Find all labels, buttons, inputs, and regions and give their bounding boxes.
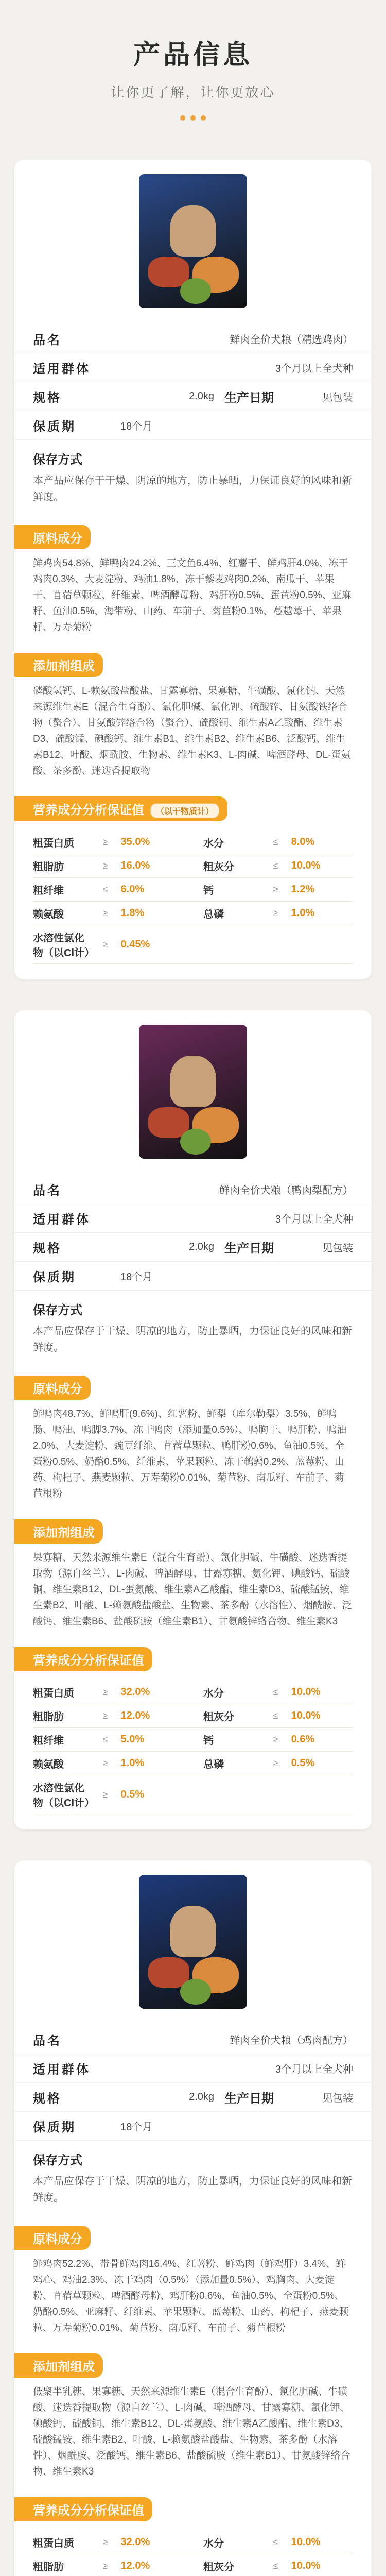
product-image-area: [14, 1010, 372, 1175]
nutrient-name: 赖氨酸: [33, 902, 90, 925]
raw-text: 鲜鸡肉52.2%、带骨鲜鸡肉16.4%、红薯粉、鲜鸡肉（鲜鸡肝）3.4%、鲜鸡心、鸡油2.3%、冻干鸡肉（0.5%）（添加量0.5%）、鸡胸肉、大麦淀粉、苜蓿草颗粒、啤酒酵母粉、鸡肝粉0.6%、鱼油0.5%、全蛋粉0.5%、奶酪0.5%、亚麻籽、纤维素、苹果颗粒、蓝莓粉、山药、枸杞子、燕麦颗粒、万寿菊粉0.01%、菊苣粉、南瓜籽、车前子、菊苣根粉: [33, 2259, 349, 2333]
product-name: 鲜肉全价犬粮（鸡肉配方）: [230, 2035, 353, 2046]
nutrient-value: 1.2%: [291, 878, 353, 902]
nutrient-name: 水溶性氯化物（以Cl计）: [33, 1775, 90, 1814]
decor-dots: [0, 115, 386, 121]
product-name: 鲜肉全价犬粮（精选鸡肉）: [230, 334, 353, 346]
nutrient-sign: ≤: [260, 1681, 291, 1704]
product-image-area: [14, 160, 372, 325]
spec-row: [14, 382, 372, 411]
date-value: 见包装: [322, 1243, 353, 1254]
nutrient-sign: ≥: [90, 1704, 120, 1728]
nutrition-title-text: 营养成分分析保证值: [33, 803, 144, 817]
raw-section: [14, 518, 372, 646]
nutrition-row: [33, 1728, 353, 1752]
additive-section: [14, 2346, 372, 2490]
nutrient-value: 10.0%: [291, 854, 353, 878]
spec-row: [14, 2083, 372, 2112]
nutrient-value: 16.0%: [121, 854, 183, 878]
food-illustration: [180, 278, 211, 304]
additive-title: 添加剂组成: [14, 1519, 103, 1544]
nutrient-sign: ≤: [260, 2531, 291, 2554]
nutrient-value: 1.8%: [121, 902, 183, 925]
nutrient-sign: ≤: [260, 2554, 291, 2576]
name-row: [14, 325, 372, 353]
nutrient-value: 12.0%: [121, 1704, 183, 1728]
nutrient-name: 粗灰分: [203, 1704, 260, 1728]
audience-value: 3个月以上全犬种: [275, 2064, 353, 2075]
nutrition-row: [33, 902, 353, 925]
name-label: 品名: [33, 2034, 62, 2048]
nutrient-sign: [260, 925, 291, 964]
nutrition-row: [33, 1704, 353, 1728]
nutrient-name: [203, 1775, 260, 1814]
save-block: [14, 2141, 372, 2218]
nutrient-sign: ≥: [260, 878, 291, 902]
nutrient-sign: ≤: [90, 878, 120, 902]
nutrient-name: 总磷: [203, 902, 260, 925]
nutrition-row: [33, 854, 353, 878]
nutrient-sign: ≤: [90, 1728, 120, 1752]
save-block: [14, 1291, 372, 1368]
page-title: 产品信息: [133, 40, 253, 70]
nutrient-name: 水溶性氯化物（以Cl计）: [33, 925, 90, 964]
nutrient-name: 粗脂肪: [33, 854, 90, 878]
nutrient-sign: ≥: [90, 2531, 120, 2554]
nutrient-sign: ≥: [260, 902, 291, 925]
product-package-image: [139, 1875, 247, 2009]
shelf-label: 保质期: [33, 420, 76, 434]
dog-illustration: [170, 205, 216, 257]
nutrient-name: 粗纤维: [33, 878, 90, 902]
nutrition-note: （以干物质计）: [150, 803, 219, 818]
nutrient-sign: ≤: [260, 831, 291, 854]
nutrition-title: [14, 796, 227, 821]
spec-value: 2.0kg: [189, 1241, 214, 1252]
nutrient-sign: ≥: [260, 1752, 291, 1775]
nutrient-name: 钙: [203, 878, 260, 902]
nutrient-value: 10.0%: [291, 2554, 353, 2576]
spec-row: [14, 1233, 372, 1262]
nutrient-value: 10.0%: [291, 1681, 353, 1704]
nutrition-row: [33, 1752, 353, 1775]
product-name: 鲜肉全价犬粮（鸭肉梨配方）: [219, 1185, 353, 1196]
product-image-area: [14, 1860, 372, 2025]
nutrient-sign: ≥: [90, 1681, 120, 1704]
nutrient-sign: ≥: [90, 1752, 120, 1775]
nutrient-name: 粗纤维: [33, 1728, 90, 1752]
hero: [0, 0, 386, 160]
nutrition-title-text: 营养成分分析保证值: [33, 1654, 144, 1668]
raw-text: 鲜鸡肉54.8%、鲜鸭肉24.2%、三文鱼6.4%、红薯干、鲜鸡肝4.0%、冻干鸡肉0.3%、大麦淀粉、鸡油1.8%、冻干藜麦鸡肉0.2%、南瓜干、苹果干、苜蓿草颗粒、纤维素、啤酒酵母粉、鸡肝粉0.5%、蛋黄粉0.5%、亚麻籽、鱼油0.5%、海带粉、山药、车前子、菊苣粉0.1%、蔓越莓干、苹果籽、万寿菊粉: [33, 558, 352, 633]
nutrient-value: [291, 1775, 353, 1814]
audience-row: [14, 1204, 372, 1233]
nutrient-value: 0.45%: [121, 925, 183, 964]
nutrient-value: 0.5%: [121, 1775, 183, 1814]
nutrient-value: 8.0%: [291, 831, 353, 854]
save-block: [14, 440, 372, 518]
nutrient-sign: ≥: [90, 1775, 120, 1814]
raw-title: 原料成分: [14, 525, 91, 549]
spec-label: 规格: [33, 391, 62, 405]
nutrient-name: [203, 925, 260, 964]
nutrient-name: 水分: [203, 831, 260, 854]
nutrient-value: 6.0%: [121, 878, 183, 902]
shelf-label: 保质期: [33, 2121, 76, 2134]
nutrition-title: [14, 2497, 152, 2521]
save-text: 本产品应保存于干燥、阴凉的地方，防止暴晒，力保证良好的风味和新鲜度。: [33, 1326, 352, 1353]
nutrient-name: 粗蛋白质: [33, 831, 90, 854]
nutrient-value: 10.0%: [291, 1704, 353, 1728]
additive-text: 磷酸氢钙、L-赖氨酸盐酸盐、甘露寡糖、果寡糖、牛磺酸、氯化钠、天然来源维生素E（混合生育酚）、氯化胆碱、氯化钾、硫酸锌、甘氨酸铁络合物（螯合）、甘氨酸锌络合物（螯合）、硫酸铜、维生素A乙酸酯、维生素D3、硫酸锰、碘酸钙、维生素B1、维生素B2、维生素B6、泛酸钙、维生素B12、叶酸、烟酰胺、生物素、维生素K3、L-肉碱、啤酒酵母、DL-蛋氨酸、茶多酚、迷迭香提取物: [33, 686, 351, 776]
dog-illustration: [170, 1906, 216, 1957]
additive-section: [14, 1512, 372, 1640]
nutrient-name: 总磷: [203, 1752, 260, 1775]
nutrient-name: 粗灰分: [203, 2554, 260, 2576]
nutrient-name: 粗灰分: [203, 854, 260, 878]
save-text: 本产品应保存于干燥、阴凉的地方，防止暴晒，力保证良好的风味和新鲜度。: [33, 475, 352, 503]
food-illustration: [180, 1129, 211, 1155]
name-label: 品名: [33, 1184, 62, 1198]
nutrient-sign: ≥: [260, 1728, 291, 1752]
nutrient-name: 粗脂肪: [33, 2554, 90, 2576]
nutrient-name: 粗蛋白质: [33, 1681, 90, 1704]
nutrient-sign: ≤: [260, 1704, 291, 1728]
nutrition-title-text: 营养成分分析保证值: [33, 2504, 144, 2518]
name-row: [14, 1175, 372, 1204]
additive-text: 果寡糖、天然来源维生素E（混合生育酚）、氯化胆碱、牛磺酸、迷迭香提取物（源自丝兰）、L-肉碱、啤酒酵母、甘露寡糖、氨化钾、碘酸钙、硫酸铜、维生素B12、DL-蛋氨酸、维生素A乙酸酯、维生素D3、硫酸锰铵、维生素B2、叶酸、L-赖氨酸盐酸盐、生物素、茶多酚（水溶性）、烟酰胺、泛酸钙、维生素B6、盐酸硫胺（维生素B1）、甘氨酸锌络合物、维生素K3: [33, 1552, 352, 1627]
shelf-row: [14, 1262, 372, 1291]
save-label: 保存方式: [33, 2154, 82, 2167]
nutrition-section: [14, 789, 372, 979]
spec-value: 2.0kg: [189, 391, 214, 402]
name-label: 品名: [33, 333, 62, 347]
name-row: [14, 2025, 372, 2054]
product-card: [14, 160, 372, 979]
nutrient-value: 5.0%: [121, 1728, 183, 1752]
date-label: 生产日期: [224, 1242, 274, 1256]
nutrition-row: [33, 1681, 353, 1704]
shelf-label: 保质期: [33, 1270, 76, 1284]
additive-title: 添加剂组成: [14, 2353, 103, 2378]
food-illustration: [180, 1979, 211, 2005]
nutrition-row: [33, 1775, 353, 1814]
nutrient-value: 12.0%: [121, 2554, 183, 2576]
nutrition-row: [33, 878, 353, 902]
nutrient-value: 0.5%: [291, 1752, 353, 1775]
shelf-value: 18个月: [120, 1272, 153, 1283]
audience-row: [14, 353, 372, 382]
nutrient-value: 1.0%: [121, 1752, 183, 1775]
save-label: 保存方式: [33, 1303, 82, 1317]
audience-label: 适用群体: [33, 1213, 91, 1227]
additive-title: 添加剂组成: [14, 653, 103, 677]
nutrition-section: [14, 2490, 372, 2576]
audience-row: [14, 2054, 372, 2083]
nutrient-name: 粗脂肪: [33, 1704, 90, 1728]
nutrition-table: [33, 831, 353, 964]
product-cards: [0, 160, 386, 2576]
raw-section: [14, 2218, 372, 2346]
page-subtitle: 让你更了解，让你更放心: [111, 84, 275, 100]
nutrition-table: [33, 2531, 353, 2576]
save-text: 本产品应保存于干燥、阴凉的地方，防止暴晒，力保证良好的风味和新鲜度。: [33, 2176, 352, 2204]
audience-value: 3个月以上全犬种: [275, 363, 353, 375]
nutrient-name: 钙: [203, 1728, 260, 1752]
shelf-value: 18个月: [120, 2122, 153, 2133]
product-card: [14, 1010, 372, 1829]
shelf-row: [14, 411, 372, 440]
nutrient-sign: ≥: [90, 925, 120, 964]
nutrition-row: [33, 2531, 353, 2554]
nutrient-value: [291, 925, 353, 964]
nutrient-value: 35.0%: [121, 831, 183, 854]
additive-section: [14, 646, 372, 789]
raw-title: 原料成分: [14, 1376, 91, 1400]
nutrient-sign: ≥: [90, 902, 120, 925]
nutrition-section: [14, 1640, 372, 1829]
additive-text: 低聚半乳糖、果寡糖、天然来源维生素E（混合生育酚）、氯化胆碱、牛磺酸、迷迭香提取物（源自丝兰）、L-肉碱、啤酒酵母、甘露寡糖、氯化钾、碘酸钙、硫酸铜、维生素B12、DL-蛋氨酸、维生素A乙酸酯、维生素D3、硫酸锰铵、维生素B2、叶酸、L-赖氨酸盐酸盐、生物素、茶多酚（水溶性）、烟酰胺、泛酸钙、维生素B6、盐酸硫胺（维生素B1）、甘氨酸锌络合物、维生素K3: [33, 2386, 350, 2477]
nutrition-row: [33, 925, 353, 964]
audience-value: 3个月以上全犬种: [275, 1214, 353, 1225]
raw-title: 原料成分: [14, 2226, 91, 2250]
audience-label: 适用群体: [33, 2063, 91, 2077]
product-card: [14, 1860, 372, 2576]
nutrient-value: 32.0%: [121, 2531, 183, 2554]
raw-text: 鲜鸭肉48.7%、鲜鸭肝(9.6%)、红薯粉、鲜梨（库尔勒梨）3.5%、鲜鸭肠、鸭油、鸭脚3.7%、冻干鸭肉（添加量0.5%）、鸭胸干、鸭肝粉、鸭油2.0%、大麦淀粉、豌豆纤维、苜蓿草颗粒、鸭肝粉0.6%、鱼油0.5%、全蛋粉0.5%、奶酪0.5%、纤维素、苹果颗粒、冻干鹌鹑0.2%、蓝莓粉、山药、枸杞子、燕麦颗粒、万寿菊粉0.01%、菊苣粉、南瓜籽、车前子、菊苣根粉: [33, 1409, 347, 1499]
nutrient-name: 水分: [203, 2531, 260, 2554]
spec-label: 规格: [33, 1242, 62, 1256]
save-label: 保存方式: [33, 453, 82, 467]
spec-value: 2.0kg: [189, 2091, 214, 2103]
raw-section: [14, 1368, 372, 1512]
nutrient-value: 10.0%: [291, 2531, 353, 2554]
product-package-image: [139, 1025, 247, 1159]
nutrient-sign: ≥: [90, 831, 120, 854]
shelf-value: 18个月: [120, 421, 153, 432]
nutrition-row: [33, 2554, 353, 2576]
date-label: 生产日期: [224, 391, 274, 405]
nutrient-name: 粗蛋白质: [33, 2531, 90, 2554]
nutrient-sign: ≥: [90, 854, 120, 878]
nutrition-row: [33, 831, 353, 854]
nutrient-sign: [260, 1775, 291, 1814]
nutrient-name: 水分: [203, 1681, 260, 1704]
nutrition-title: [14, 1647, 152, 1671]
nutrient-value: 0.6%: [291, 1728, 353, 1752]
spec-label: 规格: [33, 2092, 62, 2106]
nutrient-sign: ≤: [260, 854, 291, 878]
nutrient-name: 赖氨酸: [33, 1752, 90, 1775]
shelf-row: [14, 2112, 372, 2141]
nutrition-table: [33, 1681, 353, 1814]
date-value: 见包装: [322, 392, 353, 403]
dog-illustration: [170, 1056, 216, 1107]
nutrient-value: 32.0%: [121, 1681, 183, 1704]
date-label: 生产日期: [224, 2092, 274, 2106]
nutrient-value: 1.0%: [291, 902, 353, 925]
date-value: 见包装: [322, 2093, 353, 2104]
audience-label: 适用群体: [33, 362, 91, 376]
product-package-image: [139, 174, 247, 308]
nutrient-sign: ≥: [90, 2554, 120, 2576]
